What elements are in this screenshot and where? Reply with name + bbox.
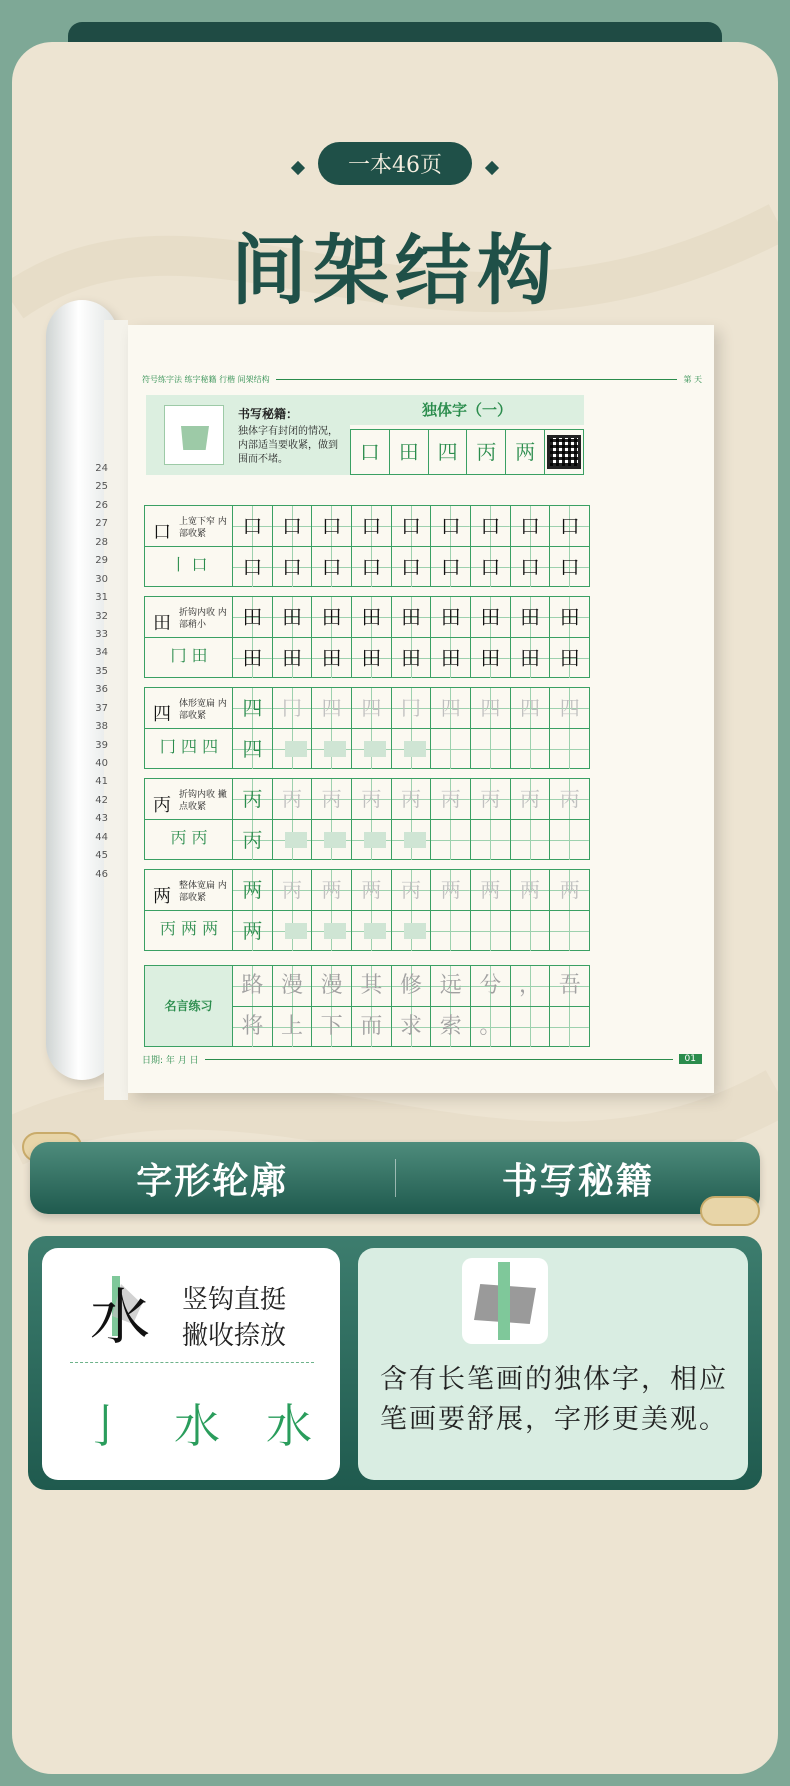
block-char: 四 bbox=[153, 704, 171, 725]
stroke-tip-2: 撇收捺放 bbox=[182, 1321, 287, 1351]
grid-cell[interactable]: 口 bbox=[273, 506, 313, 546]
motto-grid bbox=[233, 966, 589, 1046]
grid-cell[interactable]: 田 bbox=[511, 638, 551, 678]
solo-char: 四 bbox=[429, 430, 468, 474]
page-footer bbox=[142, 1053, 702, 1065]
motto-row bbox=[233, 966, 589, 1007]
solo-char: 丙 bbox=[467, 430, 506, 474]
grid-row bbox=[233, 729, 589, 769]
practice-grid bbox=[233, 688, 589, 768]
grid-cell[interactable]: 口 bbox=[312, 547, 352, 587]
block-strokes: 冂 田 bbox=[170, 646, 208, 665]
page-number: 28 bbox=[95, 536, 108, 548]
block-hint: 上宽下窄 内部收紧 bbox=[179, 517, 227, 539]
page-number: 41 bbox=[95, 776, 108, 788]
solo-char: 田 bbox=[390, 430, 429, 474]
grid-cell[interactable]: 田 bbox=[233, 597, 273, 637]
grid-cell[interactable]: 田 bbox=[233, 638, 273, 678]
block-strokes: 冂 四 四 bbox=[159, 737, 219, 756]
diamond-icon bbox=[291, 160, 305, 174]
grid-cell[interactable]: 四 bbox=[511, 688, 551, 728]
badge-row bbox=[12, 142, 778, 185]
grid-cell[interactable]: 田 bbox=[550, 638, 589, 678]
motto-cell[interactable]: 修 bbox=[392, 966, 432, 1006]
grid-cell[interactable]: 口 bbox=[471, 506, 511, 546]
grid-cell[interactable]: 丙 bbox=[352, 779, 392, 819]
grid-cell[interactable] bbox=[511, 820, 551, 860]
main-title: 间架结构 bbox=[231, 226, 559, 315]
grid-row bbox=[233, 638, 589, 678]
grid-cell[interactable] bbox=[511, 729, 551, 769]
block-divider bbox=[145, 728, 233, 729]
page-number: 45 bbox=[95, 850, 108, 862]
block-divider bbox=[145, 546, 233, 547]
grid-cell[interactable]: 口 bbox=[273, 547, 313, 587]
motto-cell[interactable]: 。 bbox=[471, 1007, 511, 1047]
book-page bbox=[128, 325, 714, 1093]
practice-block bbox=[144, 869, 590, 951]
page-number: 39 bbox=[95, 739, 108, 751]
practice-block bbox=[144, 505, 590, 587]
page-number: 40 bbox=[95, 758, 108, 769]
grid-cell[interactable]: 丙 bbox=[273, 870, 313, 910]
page-number: 27 bbox=[95, 518, 108, 530]
stroke-tip-1: 竖钩直挺 bbox=[182, 1285, 287, 1315]
grid-row bbox=[233, 547, 589, 587]
motto-cell[interactable]: 漫 bbox=[312, 966, 352, 1006]
page-header-text: 符号练字法 练字秘籍 行楷 间架结构 bbox=[142, 374, 270, 384]
grid-cell[interactable]: 两 bbox=[471, 870, 511, 910]
qr-code-icon[interactable] bbox=[545, 430, 583, 474]
grid-cell[interactable] bbox=[392, 911, 432, 951]
motto-block bbox=[144, 965, 590, 1047]
grid-cell[interactable] bbox=[312, 820, 352, 860]
grid-cell[interactable] bbox=[550, 911, 589, 951]
grid-cell[interactable]: 口 bbox=[471, 547, 511, 587]
motto-label: 名言练习 bbox=[145, 966, 233, 1046]
outline-icon bbox=[462, 1258, 548, 1344]
block-divider bbox=[145, 637, 233, 638]
footer-date: 日期: 年 月 日 bbox=[142, 1055, 199, 1066]
tip-text: 独体字有封闭的情况，内部适当要收紧，做到围而不堵。 bbox=[238, 426, 338, 465]
block-char: 口 bbox=[153, 522, 171, 543]
page-number-list bbox=[48, 460, 108, 884]
stroke-tips bbox=[182, 1282, 286, 1354]
grid-cell[interactable]: 口 bbox=[550, 547, 589, 587]
page-number: 37 bbox=[95, 702, 108, 714]
grid-cell[interactable]: 两 bbox=[431, 870, 471, 910]
grid-cell[interactable]: 田 bbox=[431, 597, 471, 637]
grid-cell[interactable]: 四 bbox=[233, 688, 273, 728]
grid-cell[interactable]: 四 bbox=[431, 688, 471, 728]
grid-cell[interactable]: 口 bbox=[431, 506, 471, 546]
footer-page-number: 01 bbox=[679, 1054, 702, 1064]
block-divider bbox=[145, 819, 233, 820]
grid-cell[interactable]: 丙 bbox=[511, 779, 551, 819]
grid-cell[interactable]: 口 bbox=[511, 506, 551, 546]
motto-cell[interactable]: 远 bbox=[431, 966, 471, 1006]
grid-cell[interactable] bbox=[511, 911, 551, 951]
block-label bbox=[145, 506, 233, 586]
grid-cell[interactable]: 口 bbox=[511, 547, 551, 587]
grid-cell[interactable]: 丙 bbox=[550, 779, 589, 819]
grid-row bbox=[233, 597, 589, 638]
banner-right-label: 书写秘籍 bbox=[501, 1159, 654, 1202]
bottom-panel bbox=[28, 1236, 762, 1490]
page-number: 43 bbox=[95, 813, 108, 825]
practice-grid bbox=[233, 597, 589, 677]
block-hint: 折钩内收 内部稍小 bbox=[179, 608, 227, 630]
block-strokes: 丙 两 两 bbox=[159, 919, 219, 938]
grid-cell[interactable]: 口 bbox=[392, 547, 432, 587]
motto-cell[interactable]: 求 bbox=[392, 1007, 432, 1047]
block-char: 两 bbox=[153, 886, 171, 907]
grid-cell[interactable] bbox=[471, 911, 511, 951]
practice-block bbox=[144, 687, 590, 769]
stroke-sequence bbox=[82, 1390, 312, 1456]
grid-cell[interactable]: 田 bbox=[312, 597, 352, 637]
block-hint: 折钩内收 撇点收紧 bbox=[179, 790, 227, 812]
grid-cell[interactable] bbox=[273, 729, 313, 769]
block-strokes: 丙 丙 bbox=[170, 828, 208, 847]
grid-cell[interactable]: 田 bbox=[511, 597, 551, 637]
stroke-card bbox=[42, 1248, 340, 1480]
grid-cell[interactable] bbox=[312, 729, 352, 769]
tip-title: 书写秘籍： bbox=[238, 407, 299, 421]
block-label bbox=[145, 597, 233, 677]
motto-cell[interactable] bbox=[550, 1007, 589, 1047]
practice-grid bbox=[233, 870, 589, 950]
motto-cell[interactable]: 索 bbox=[431, 1007, 471, 1047]
tip-box bbox=[146, 395, 350, 475]
grid-cell[interactable]: 田 bbox=[550, 597, 589, 637]
page-header-side: 第 天 bbox=[683, 374, 702, 384]
grid-cell[interactable]: 丙 bbox=[392, 779, 432, 819]
grid-cell[interactable]: 两 bbox=[511, 870, 551, 910]
grid-cell[interactable] bbox=[312, 911, 352, 951]
grid-cell[interactable] bbox=[392, 820, 432, 860]
grid-cell[interactable] bbox=[352, 911, 392, 951]
diamond-icon bbox=[485, 160, 499, 174]
motto-cell[interactable]: 吾 bbox=[550, 966, 589, 1006]
grid-cell[interactable]: 四 bbox=[312, 688, 352, 728]
grid-cell[interactable] bbox=[352, 820, 392, 860]
grid-cell[interactable]: 田 bbox=[352, 597, 392, 637]
grid-cell[interactable]: 丙 bbox=[233, 820, 273, 860]
practice-grid bbox=[233, 506, 589, 586]
page-header bbox=[142, 373, 702, 385]
grid-cell[interactable]: 四 bbox=[352, 688, 392, 728]
grid-cell[interactable]: 田 bbox=[312, 638, 352, 678]
block-hint: 体形宽扁 内部收紧 bbox=[179, 699, 227, 721]
cloud-icon bbox=[700, 1196, 760, 1226]
motto-cell[interactable]: 下 bbox=[312, 1007, 352, 1047]
grid-cell[interactable]: 四 bbox=[471, 688, 511, 728]
grid-cell[interactable]: 两 bbox=[233, 911, 273, 951]
block-char: 丙 bbox=[153, 795, 171, 816]
page-count-badge: 一本46页 bbox=[318, 142, 472, 185]
grid-cell[interactable]: 四 bbox=[550, 688, 589, 728]
grid-cell[interactable]: 田 bbox=[392, 597, 432, 637]
block-divider bbox=[145, 910, 233, 911]
page-number: 36 bbox=[95, 684, 108, 696]
page-number: 44 bbox=[95, 831, 108, 843]
motto-cell[interactable]: 上 bbox=[273, 1007, 313, 1047]
page-number: 32 bbox=[95, 610, 108, 622]
motto-cell[interactable]: 路 bbox=[233, 966, 273, 1006]
grid-row bbox=[233, 820, 589, 860]
practice-block bbox=[144, 778, 590, 860]
example-char: 水 bbox=[90, 1283, 150, 1353]
grid-cell[interactable]: 田 bbox=[273, 597, 313, 637]
grid-cell[interactable]: 两 bbox=[550, 870, 589, 910]
block-hint: 整体宽扁 内部收紧 bbox=[179, 881, 227, 903]
grid-cell[interactable]: 口 bbox=[233, 506, 273, 546]
grid-cell[interactable]: 冂 bbox=[392, 688, 432, 728]
page-number: 38 bbox=[95, 721, 108, 733]
header-line bbox=[276, 379, 678, 380]
motto-cell[interactable]: 而 bbox=[352, 1007, 392, 1047]
grid-row bbox=[233, 506, 589, 547]
grid-cell[interactable]: 四 bbox=[233, 729, 273, 769]
tip-card-text: 含有长笔画的独体字，相应笔画要舒展，字形更美观。 bbox=[380, 1364, 728, 1435]
block-char: 田 bbox=[153, 613, 171, 634]
grid-cell[interactable]: 口 bbox=[312, 506, 352, 546]
footer-line bbox=[205, 1059, 673, 1060]
motto-cell[interactable]: 漫 bbox=[273, 966, 313, 1006]
solo-char: 口 bbox=[351, 430, 390, 474]
grid-cell[interactable]: 口 bbox=[550, 506, 589, 546]
stroke-step: 亅 bbox=[82, 1399, 128, 1453]
grid-cell[interactable] bbox=[550, 820, 589, 860]
page-number: 46 bbox=[95, 868, 108, 880]
grid-cell[interactable] bbox=[431, 820, 471, 860]
motto-cell[interactable]: 兮 bbox=[471, 966, 511, 1006]
stroke-step: 水 bbox=[174, 1399, 220, 1453]
grid-cell[interactable] bbox=[550, 729, 589, 769]
page-number: 34 bbox=[95, 647, 108, 659]
grid-cell[interactable]: 口 bbox=[431, 547, 471, 587]
grid-row bbox=[233, 870, 589, 911]
solo-char: 两 bbox=[506, 430, 545, 474]
grid-cell[interactable]: 田 bbox=[431, 638, 471, 678]
grid-cell[interactable]: 田 bbox=[392, 638, 432, 678]
motto-cell[interactable]: 其 bbox=[352, 966, 392, 1006]
grid-cell[interactable] bbox=[273, 911, 313, 951]
page-number: 42 bbox=[95, 794, 108, 806]
block-strokes: 丨 口 bbox=[170, 555, 208, 574]
grid-cell[interactable]: 口 bbox=[352, 506, 392, 546]
motto-cell[interactable] bbox=[511, 1007, 551, 1047]
grid-cell[interactable]: 两 bbox=[233, 870, 273, 910]
grid-cell[interactable] bbox=[431, 911, 471, 951]
solo-title: 独体字（一） bbox=[350, 395, 584, 425]
grid-cell[interactable]: 丙 bbox=[273, 779, 313, 819]
block-label bbox=[145, 870, 233, 950]
solo-char-row bbox=[350, 429, 584, 475]
motto-cell[interactable]: 将 bbox=[233, 1007, 273, 1047]
grid-cell[interactable]: 丙 bbox=[392, 870, 432, 910]
page-number: 35 bbox=[95, 665, 108, 677]
grid-cell[interactable] bbox=[392, 729, 432, 769]
grid-cell[interactable]: 两 bbox=[352, 870, 392, 910]
grid-cell[interactable] bbox=[273, 820, 313, 860]
grid-cell[interactable] bbox=[471, 729, 511, 769]
page-number: 29 bbox=[95, 555, 108, 567]
grid-cell[interactable]: 丙 bbox=[471, 779, 511, 819]
motto-row bbox=[233, 1007, 589, 1047]
grid-cell[interactable] bbox=[352, 729, 392, 769]
grid-cell[interactable]: 冂 bbox=[273, 688, 313, 728]
feature-banner bbox=[30, 1142, 760, 1214]
block-label bbox=[145, 688, 233, 768]
page-number: 24 bbox=[95, 463, 108, 474]
banner-left-label: 字形轮廓 bbox=[136, 1159, 289, 1202]
grid-cell[interactable]: 丙 bbox=[233, 779, 273, 819]
grid-cell[interactable]: 田 bbox=[471, 638, 511, 678]
page-number: 30 bbox=[95, 573, 108, 585]
grid-cell[interactable] bbox=[471, 820, 511, 860]
grid-cell[interactable]: 田 bbox=[352, 638, 392, 678]
page-number: 33 bbox=[95, 628, 108, 640]
page-number: 25 bbox=[95, 481, 108, 493]
grid-row bbox=[233, 688, 589, 729]
practice-grid bbox=[233, 779, 589, 859]
page-number: 31 bbox=[95, 592, 108, 604]
grid-cell[interactable]: 口 bbox=[233, 547, 273, 587]
dashed-divider bbox=[70, 1362, 314, 1363]
block-label bbox=[145, 779, 233, 859]
stroke-step: 水 bbox=[266, 1399, 312, 1453]
grid-cell[interactable]: 丙 bbox=[312, 779, 352, 819]
shape-icon bbox=[164, 405, 224, 465]
grid-cell[interactable]: 口 bbox=[392, 506, 432, 546]
practice-block bbox=[144, 596, 590, 678]
grid-cell[interactable] bbox=[431, 729, 471, 769]
grid-cell[interactable]: 两 bbox=[312, 870, 352, 910]
grid-cell[interactable]: 口 bbox=[352, 547, 392, 587]
grid-row bbox=[233, 779, 589, 820]
tip-card bbox=[358, 1248, 748, 1480]
grid-cell[interactable]: 田 bbox=[273, 638, 313, 678]
grid-cell[interactable]: 田 bbox=[471, 597, 511, 637]
motto-cell[interactable]: ， bbox=[511, 966, 551, 1006]
grid-cell[interactable]: 丙 bbox=[431, 779, 471, 819]
page-number: 26 bbox=[95, 499, 108, 511]
grid-row bbox=[233, 911, 589, 951]
